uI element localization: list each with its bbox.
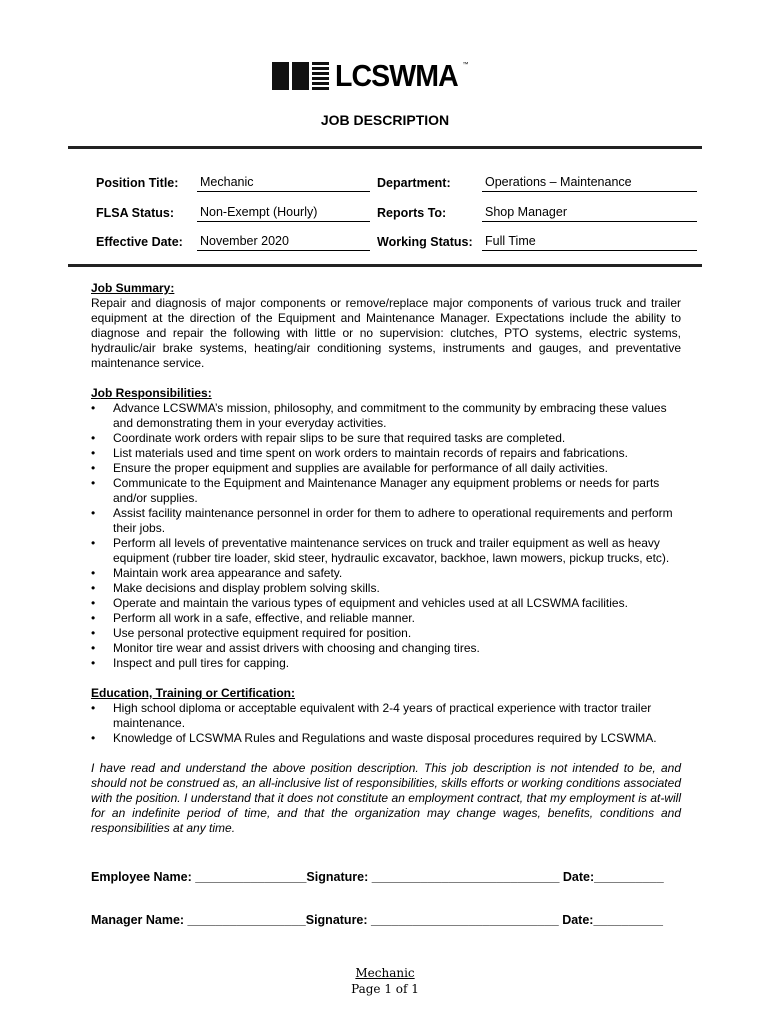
logo-text: LCSWMA: [335, 58, 458, 93]
list-item: • Coordinate work orders with repair slips to be sure that required tasks are completed.: [91, 431, 681, 446]
responsibilities-heading: Job Responsibilities:: [91, 386, 212, 400]
list-item: • Operate and maintain the various types of equipment and vehicles used at all LCSWMA facilities.: [91, 596, 681, 611]
list-item: • Monitor tire wear and assist drivers with choosing and changing tires.: [91, 641, 681, 656]
footer-page-number: Page 1 of 1: [351, 982, 419, 996]
list-item: • Advance LCSWMA’s mission, philosophy, and commitment to the community by embracing these values and demonstrating them in your everyday activities.: [91, 401, 681, 431]
list-item: • Make decisions and display problem solving skills.: [91, 581, 681, 596]
reports-to-label: Reports To:: [377, 206, 447, 220]
list-item: • Knowledge of LCSWMA Rules and Regulations and waste disposal procedures required by LCSWMA.: [91, 731, 681, 746]
document-title: JOB DESCRIPTION: [320, 112, 450, 128]
list-item: • Perform all levels of preventative maintenance services on truck and trailer equipment as well as heavy equipment (rubber tire loader, skid steer, hydraulic excavator, backhoe, lawn mowers, pickup trucks, etc).: [91, 536, 681, 566]
list-item: • High school diploma or acceptable equivalent with 2-4 years of practical experience with tractor trailer maintenance.: [91, 701, 681, 731]
list-item: • Assist facility maintenance personnel in order for them to adhere to operational requirements and perform their jobs.: [91, 506, 681, 536]
position-title-label: Position Title:: [96, 176, 179, 190]
list-item: • Ensure the proper equipment and supplies are available for performance of all daily activities.: [91, 461, 681, 476]
flsa-status-value: Non-Exempt (Hourly): [197, 205, 370, 222]
education-list: [91, 701, 681, 746]
department-label: Department:: [377, 176, 451, 190]
job-summary-heading: Job Summary:: [91, 281, 175, 295]
working-status-label: Working Status:: [377, 235, 473, 249]
logo-block-icon: [272, 62, 289, 90]
manager-signature-line: Manager Name: _________________Signature: ___________________________ Date:__________: [91, 913, 663, 927]
list-item: • Perform all work in a safe, effective, and reliable manner.: [91, 611, 681, 626]
top-divider: [68, 146, 702, 149]
education-heading: Education, Training or Certification:: [91, 686, 296, 700]
logo-trademark: ™: [462, 62, 469, 68]
list-item: • Maintain work area appearance and safety.: [91, 566, 681, 581]
working-status-value: Full Time: [482, 234, 697, 251]
effective-date-value: November 2020: [197, 234, 370, 251]
logo-striped-block-icon: [312, 62, 329, 90]
responsibilities-list: [91, 401, 681, 671]
department-value: Operations – Maintenance: [482, 175, 697, 192]
logo-block-icon: [292, 62, 309, 90]
acknowledgement-text: I have read and understand the above position description. This job description is not intended to be, and should not be construed as, an all-inclusive list of responsibilities, skills efforts or working conditions associated with the position. I understand that it does not constitute an employment contract, that my employment is at-will for an indefinite period of time, and that the organization may change wages, benefits, conditions and responsibilities at any time.: [91, 761, 681, 835]
footer-position: Mechanic: [355, 966, 415, 980]
list-item: • Inspect and pull tires for capping.: [91, 656, 681, 671]
effective-date-label: Effective Date:: [96, 235, 183, 249]
lcswma-logo: [272, 58, 469, 93]
list-item: • List materials used and time spent on work orders to maintain records of repairs and fabrications.: [91, 446, 681, 461]
job-body: [91, 281, 681, 836]
employee-signature-line: Employee Name: ________________Signature: ___________________________ Date:__________: [91, 870, 664, 884]
position-title-value: Mechanic: [197, 175, 370, 192]
list-item: • Use personal protective equipment required for position.: [91, 626, 681, 641]
bottom-divider: [68, 264, 702, 267]
list-item: • Communicate to the Equipment and Maintenance Manager any equipment problems or needs for parts and/or supplies.: [91, 476, 681, 506]
job-summary-text: Repair and diagnosis of major components or remove/replace major components of various truck and trailer equipment at the direction of the Equipment and Maintenance Manager. Expectations include the ability to diagnose and repair the following with little or no supervision: clutches, PTO systems, electric systems, hydraulic/air brake systems, heating/air conditioning systems, instruments and gauges, and preventative maintenance service.: [91, 296, 681, 370]
flsa-status-label: FLSA Status:: [96, 206, 175, 220]
reports-to-value: Shop Manager: [482, 205, 697, 222]
